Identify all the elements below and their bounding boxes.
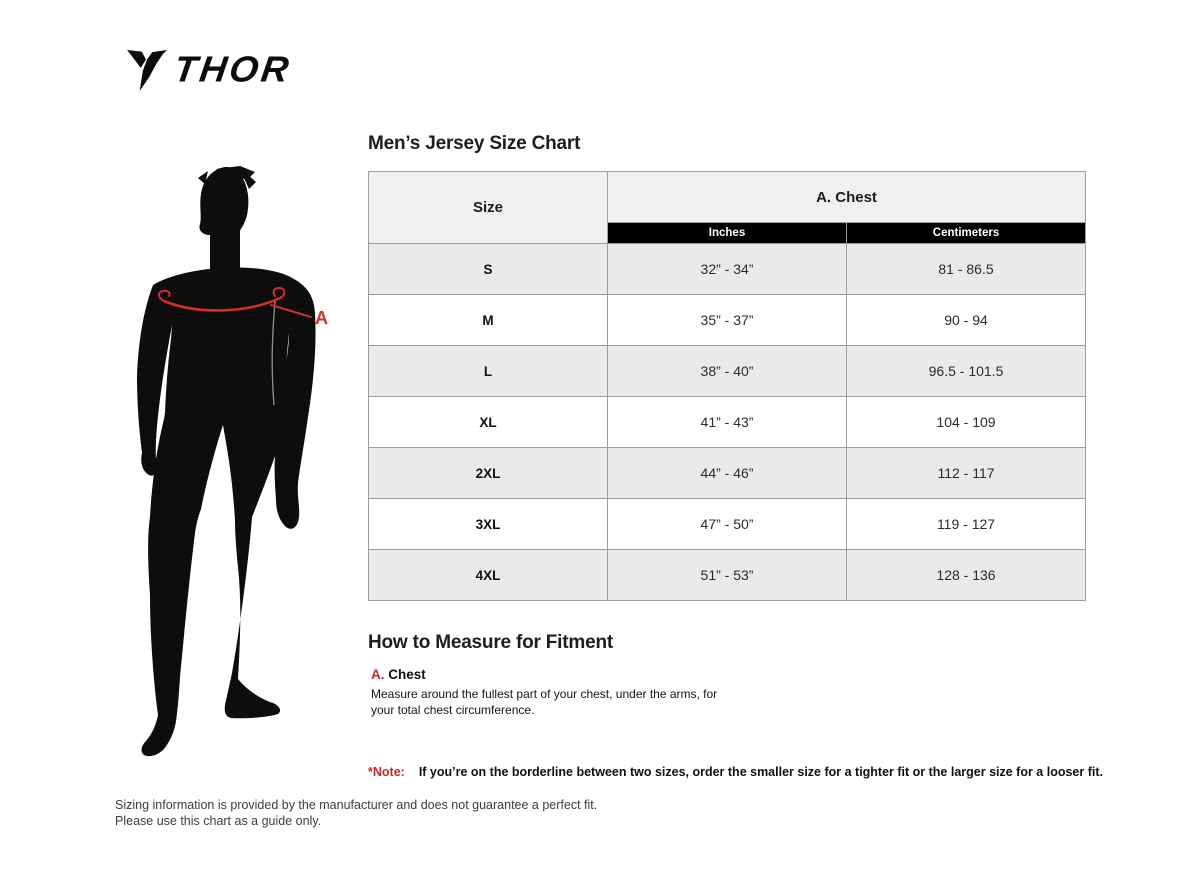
table-row [369, 244, 1086, 295]
silhouette-neck [210, 219, 240, 271]
note-label: *Note: [368, 765, 405, 779]
inches-cell: 32” - 34” [608, 244, 847, 295]
measure-item-description: Measure around the fullest part of your chest, under the arms, for your total chest circumference. [371, 687, 718, 717]
inches-cell: 51” - 53” [608, 550, 847, 601]
centimeters-cell: 128 - 136 [847, 550, 1086, 601]
size-cell: L [369, 346, 608, 397]
size-column-header: Size [369, 172, 608, 244]
disclaimer-line2: Please use this chart as a guide only. [115, 814, 322, 828]
size-cell: 4XL [369, 550, 608, 601]
table-row [369, 448, 1086, 499]
table-row [369, 550, 1086, 601]
table-row [369, 346, 1086, 397]
size-cell: M [369, 295, 608, 346]
measure-item-name: Chest [388, 667, 426, 682]
inches-cell: 38” - 40” [608, 346, 847, 397]
centimeters-cell: 81 - 86.5 [847, 244, 1086, 295]
measure-item-title [371, 667, 723, 682]
centimeters-cell: 96.5 - 101.5 [847, 346, 1086, 397]
centimeters-cell: 104 - 109 [847, 397, 1086, 448]
sizing-note [368, 765, 1103, 779]
size-cell: S [369, 244, 608, 295]
table-row [369, 295, 1086, 346]
table-row [369, 397, 1086, 448]
chest-measurement-label: A [315, 308, 328, 328]
how-to-measure-heading: How to Measure for Fitment [368, 632, 613, 653]
inches-cell: 44” - 46” [608, 448, 847, 499]
table-header-row [369, 172, 1086, 223]
inches-cell: 35” - 37” [608, 295, 847, 346]
measurement-figure [128, 164, 358, 786]
centimeters-cell: 112 - 117 [847, 448, 1086, 499]
disclaimer-line1: Sizing information is provided by the manufacturer and does not guarantee a perfect fit. [115, 798, 598, 812]
size-cell: 2XL [369, 448, 608, 499]
inches-unit-header: Inches [608, 223, 847, 244]
measure-item-chest [371, 667, 723, 718]
size-cell: 3XL [369, 499, 608, 550]
brand-header [127, 50, 294, 92]
centimeters-unit-header: Centimeters [847, 223, 1086, 244]
size-table [368, 171, 1086, 601]
size-table-body [369, 244, 1086, 601]
table-row [369, 499, 1086, 550]
inches-cell: 47” - 50” [608, 499, 847, 550]
brand-name: THOR [171, 49, 294, 90]
thor-logo-icon [127, 50, 167, 92]
size-cell: XL [369, 397, 608, 448]
centimeters-cell: 90 - 94 [847, 295, 1086, 346]
measure-item-letter: A. [371, 667, 385, 682]
disclaimer [115, 797, 597, 829]
silhouette-body [137, 268, 316, 757]
note-text: If you’re on the borderline between two sizes, order the smaller size for a tighter fit or the larger size for a looser fit. [418, 765, 1103, 779]
centimeters-cell: 119 - 127 [847, 499, 1086, 550]
chest-column-header: A. Chest [608, 172, 1086, 223]
page-title: Men’s Jersey Size Chart [368, 133, 581, 154]
male-silhouette-illustration [128, 164, 358, 786]
inches-cell: 41” - 43” [608, 397, 847, 448]
